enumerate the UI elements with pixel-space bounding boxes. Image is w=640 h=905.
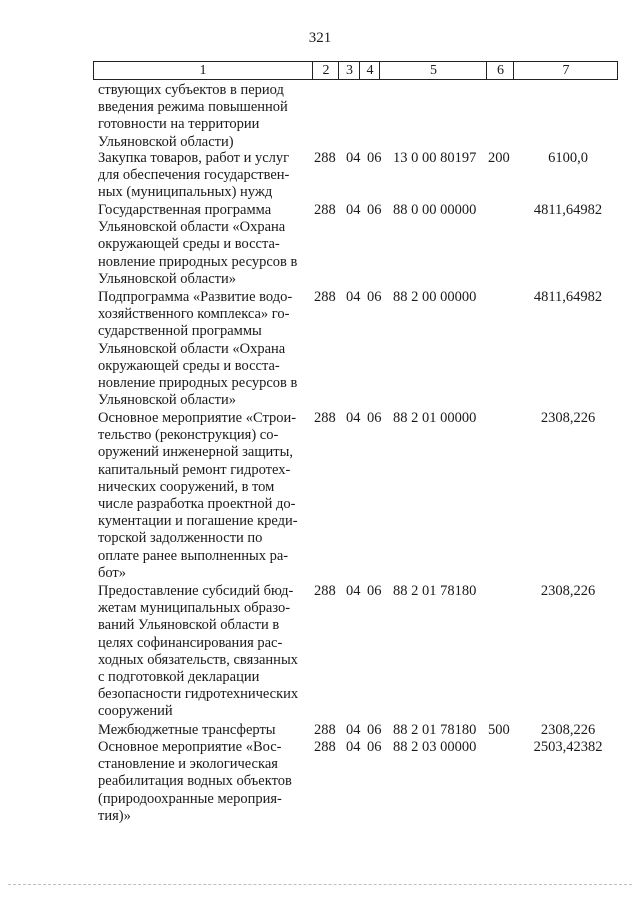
row-name (98, 202, 305, 288)
row-name-line: Ульяновской области «Охрана (98, 340, 286, 357)
row-name-line: оружений инженерной защиты, (98, 444, 293, 461)
row-name-line: числе разработка проектной до- (98, 496, 296, 513)
row-name-line: ных (муниципальных) нужд (98, 184, 273, 201)
row-section: 04 (346, 722, 361, 738)
row-target-code: 88 2 03 00000 (393, 739, 477, 755)
row-name-line: новление природных ресурсов в (98, 375, 298, 392)
row-target-code: 88 2 00 00000 (393, 289, 477, 305)
row-name-line: Межбюджетные трансферты (98, 722, 276, 738)
row-subsection: 06 (367, 202, 382, 218)
row-subsection: 06 (367, 289, 382, 305)
row-admin-code: 288 (314, 289, 336, 305)
row-name-line: Государственная программа (98, 202, 272, 218)
row-name-line: безопасности гидротехнических (98, 686, 299, 703)
header-col-5: 5 (379, 62, 487, 79)
row-name-line: Ульяновской области» (98, 270, 237, 287)
header-col-1: 1 (199, 63, 207, 78)
row-name-line: капитальный ремонт гидротех- (98, 461, 291, 478)
row-amount: 2308,226 (540, 410, 596, 426)
row-name (98, 289, 305, 409)
row-expense-type: 200 (488, 150, 510, 166)
row-name-line: сооружений (98, 703, 173, 720)
row-name-line: жетам муниципальных образо- (98, 600, 291, 617)
row-name-line: Закупка товаров, работ и услуг (98, 150, 290, 166)
row-name-line: хозяйственного комплекса» го- (98, 306, 290, 323)
row-name-line: готовности на территории (98, 116, 260, 133)
row-name-line: новление природных ресурсов в (98, 253, 298, 270)
row-amount: 2503,42382 (533, 739, 603, 755)
row-name-line: Основное мероприятие «Вос- (98, 739, 282, 755)
header-col-4: 4 (359, 62, 380, 79)
row-name-line: Ульяновской области) (98, 133, 234, 150)
row-name-line: кументации и погашение креди- (98, 513, 298, 530)
row-name-line: торской задолженности по (98, 530, 263, 547)
row-name (98, 739, 305, 825)
scan-edge-line (8, 884, 632, 885)
row-expense-type: 500 (488, 722, 510, 738)
row-name-line: (природоохранные мероприя- (98, 790, 282, 807)
row-name-line: тия)» (98, 807, 131, 824)
row-name (98, 722, 305, 739)
row-admin-code: 288 (314, 202, 336, 218)
row-name (98, 150, 305, 202)
row-name-line: сударственной программы (98, 323, 262, 340)
row-name (98, 583, 305, 721)
row-amount: 4811,64982 (533, 289, 603, 305)
row-name-line: введения режима повышенной (98, 99, 288, 116)
row-target-code: 88 2 01 00000 (393, 410, 477, 426)
row-amount: 2308,226 (540, 722, 596, 738)
table-header (93, 61, 618, 80)
row-name-line: окружающей среды и восста- (98, 357, 280, 374)
row-admin-code: 288 (314, 739, 336, 755)
row-amount: 2308,226 (540, 583, 596, 599)
row-name-line: оплате ранее выполненных ра- (98, 547, 289, 564)
row-section: 04 (346, 202, 361, 218)
row-name-line: бот» (98, 564, 127, 581)
row-section: 04 (346, 150, 361, 166)
row-name (98, 82, 305, 151)
row-name-line: с подготовкой декларации (98, 669, 260, 686)
row-subsection: 06 (367, 410, 382, 426)
row-admin-code: 288 (314, 722, 336, 738)
row-name-line: целях софинансирования рас- (98, 634, 283, 651)
row-subsection: 06 (367, 150, 382, 166)
row-name-line: для обеспечения государствен- (98, 167, 290, 184)
row-name-line: окружающей среды и восста- (98, 236, 280, 253)
row-name-line: становление и экологическая (98, 756, 278, 773)
row-subsection: 06 (367, 739, 382, 755)
row-name-line: Подпрограмма «Развитие водо- (98, 289, 293, 305)
row-name-line: Основное мероприятие «Строи- (98, 410, 297, 426)
row-admin-code: 288 (314, 150, 336, 166)
row-subsection: 06 (367, 583, 382, 599)
header-col-2: 2 (312, 62, 339, 79)
page-number: 321 (308, 30, 332, 46)
row-section: 04 (346, 739, 361, 755)
row-target-code: 88 0 00 00000 (393, 202, 477, 218)
row-section: 04 (346, 583, 361, 599)
row-name-line: Предоставление субсидий бюд- (98, 583, 294, 599)
row-name-line: Ульяновской области» (98, 392, 237, 409)
row-name (98, 410, 305, 582)
row-admin-code: 288 (314, 410, 336, 426)
row-section: 04 (346, 289, 361, 305)
row-name-line: реабилитация водных объектов (98, 773, 292, 790)
row-amount: 6100,0 (548, 150, 588, 166)
row-amount: 4811,64982 (533, 202, 603, 218)
header-col-7: 7 (513, 62, 618, 79)
row-target-code: 88 2 01 78180 (393, 722, 477, 738)
row-name-line: нических сооружений, в том (98, 478, 275, 495)
row-name-line: Ульяновской области «Охрана (98, 219, 286, 236)
row-name-line: ваний Ульяновской области в (98, 617, 280, 634)
header-col-6: 6 (486, 62, 514, 79)
row-admin-code: 288 (314, 583, 336, 599)
row-target-code: 88 2 01 78180 (393, 583, 477, 599)
row-subsection: 06 (367, 722, 382, 738)
row-section: 04 (346, 410, 361, 426)
row-name-line: ходных обязательств, связанных (98, 651, 298, 668)
row-name-line: тельство (реконструкция) со- (98, 427, 279, 444)
header-col-3: 3 (338, 62, 360, 79)
row-target-code: 13 0 00 80197 (393, 150, 477, 166)
row-name-line: ствующих субъектов в период (98, 82, 284, 98)
